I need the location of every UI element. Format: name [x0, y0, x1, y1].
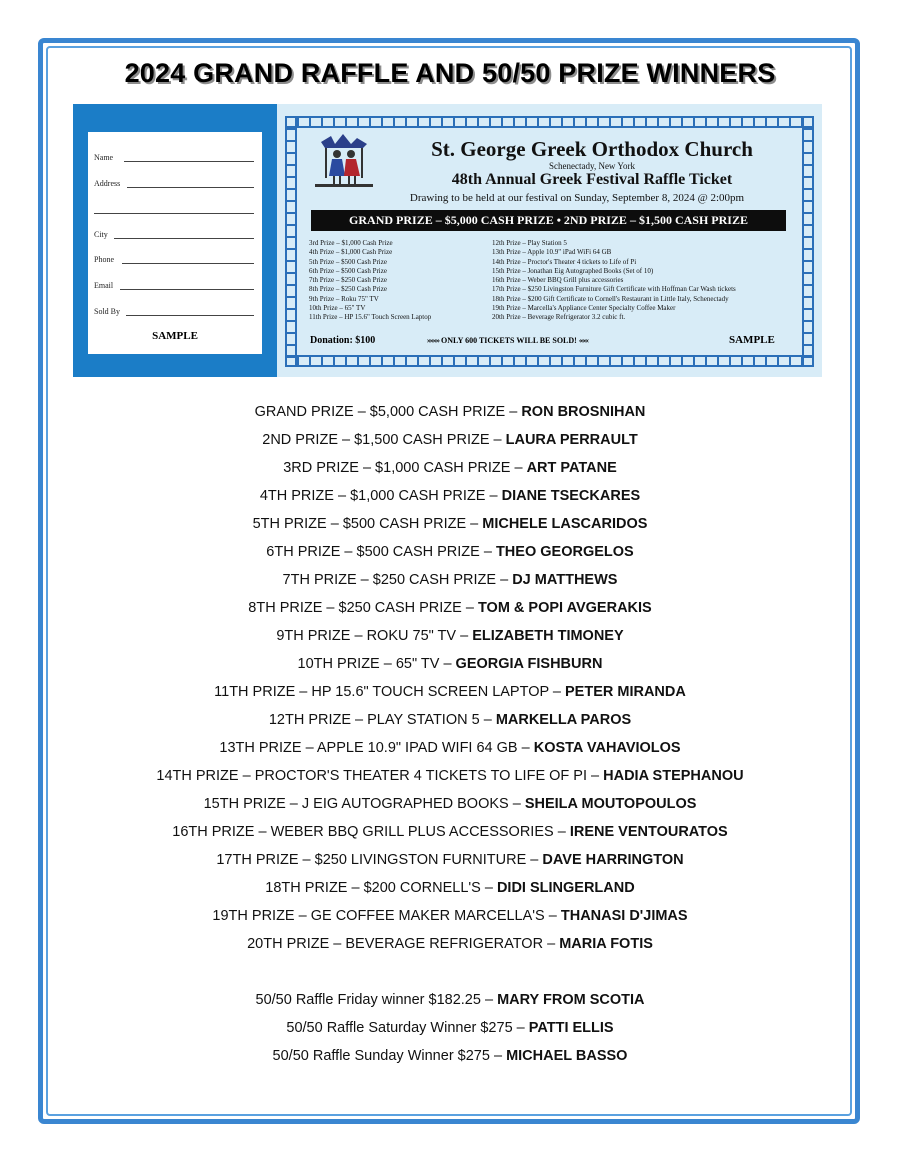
winner-line: 2ND PRIZE – $1,500 CASH PRIZE – LAURA PERRAULT [262, 432, 638, 448]
stub-sample-label: SAMPLE [152, 330, 198, 342]
fifty-fifty-line: 50/50 Raffle Sunday Winner $275 – MICHAEL BASSO [272, 1048, 628, 1064]
stub-field-email: Email [94, 278, 254, 292]
ticket-prize-item: 5th Prize – $500 Cash Prize [309, 257, 387, 266]
stub-field-name: Name [94, 150, 254, 164]
ticket-prize-item: 6th Prize – $500 Cash Prize [309, 266, 387, 275]
winner-line: 18TH PRIZE – $200 CORNELL'S – DIDI SLINGERLAND [265, 880, 635, 896]
winner-name: TOM & POPI AVGERAKIS [477, 600, 652, 616]
winner-name: DAVE HARRINGTON [542, 852, 684, 868]
ticket-prize-item: 17th Prize – $250 Livingston Furniture Gift Certificate with Hoffman Car Wash tickets [492, 285, 736, 294]
fifty-fifty-winners-list [40, 988, 860, 1072]
winner-name: LAURA PERRAULT [505, 432, 638, 448]
winner-name: RON BROSNIHAN [521, 404, 646, 420]
winner-name: PATTI ELLIS [528, 1020, 614, 1036]
greek-dancers-illustration-icon [313, 132, 375, 190]
raffle-ticket-image [73, 104, 822, 377]
ticket-prize-item: 10th Prize – 65" TV [309, 304, 366, 313]
ticket-prize-item: 13th Prize – Apple 10.9" iPad WiFi 64 GB [492, 248, 612, 257]
donation-amount: Donation: $100 [310, 335, 376, 346]
winner-line: GRAND PRIZE – $5,000 CASH PRIZE – RON BROSNIHAN [254, 404, 646, 420]
winner-name: DIANE TSECKARES [501, 488, 641, 504]
fifty-fifty-line: 50/50 Raffle Friday winner $182.25 – MARY FROM SCOTIA [255, 992, 645, 1008]
winner-line: 14TH PRIZE – PROCTOR'S THEATER 4 TICKETS TO LIFE OF PI – HADIA STEPHANOU [156, 768, 744, 784]
winner-line: 5TH PRIZE – $500 CASH PRIZE – MICHELE LASCARIDOS [252, 516, 648, 532]
ticket-prize-item: 8th Prize – $250 Cash Prize [309, 285, 387, 294]
ticket-prize-item: 7th Prize – $250 Cash Prize [309, 276, 387, 285]
winner-line: 20TH PRIZE – BEVERAGE REFRIGERATOR – MARIA FOTIS [247, 936, 653, 952]
winner-name: MARIA FOTIS [559, 936, 653, 952]
winner-line: 6TH PRIZE – $500 CASH PRIZE – THEO GEORGELOS [266, 544, 634, 560]
winner-name: IRENE VENTOURATOS [569, 824, 728, 840]
winner-line: 9TH PRIZE – ROKU 75" TV – ELIZABETH TIMONEY [276, 628, 624, 644]
ticket-prize-item: 3rd Prize – $1,000 Cash Prize [309, 239, 393, 247]
stub-field-sold-by: Sold By [94, 304, 254, 318]
ticket-prize-list-left [309, 239, 431, 323]
grand-prize-bar: GRAND PRIZE – $5,000 CASH PRIZE • 2ND PRIZE – $1,500 CASH PRIZE [311, 210, 786, 231]
ticket-prize-item: 12th Prize – Play Station 5 [492, 239, 567, 247]
stub-field-address: Address [94, 176, 254, 190]
winner-line: 4TH PRIZE – $1,000 CASH PRIZE – DIANE TSECKARES [259, 488, 641, 504]
ticket-stub [73, 104, 277, 377]
winner-name: THEO GEORGELOS [495, 544, 634, 560]
ticket-prize-item: 18th Prize – $200 Gift Certificate to Cornell's Restaurant in Little Italy, Schenectady [492, 294, 729, 303]
arrow-left-icon: ««« [578, 336, 588, 345]
winner-line: 17TH PRIZE – $250 LIVINGSTON FURNITURE – DAVE HARRINGTON [216, 852, 684, 868]
church-name: St. George Greek Orthodox Church [431, 137, 753, 161]
ticket-prize-item: 9th Prize – Roku 75" TV [309, 294, 379, 303]
ticket-prize-item: 20th Prize – Beverage Refrigerator 3.2 cubic ft. [492, 313, 626, 322]
winner-name: ELIZABETH TIMONEY [472, 628, 624, 644]
winner-line: 10TH PRIZE – 65" TV – GEORGIA FISHBURN [297, 656, 603, 672]
winner-name: DIDI SLINGERLAND [496, 880, 635, 896]
winner-line: 7TH PRIZE – $250 CASH PRIZE – DJ MATTHEWS [282, 572, 618, 588]
ticket-main [277, 104, 822, 377]
prize-winners-list [40, 400, 860, 960]
winner-line: 11TH PRIZE – HP 15.6" TOUCH SCREEN LAPTOP – PETER MIRANDA [214, 684, 686, 700]
ticket-sample-label: SAMPLE [729, 334, 775, 346]
winner-name: SHEILA MOUTOPOULOS [524, 796, 697, 812]
winner-line: 3RD PRIZE – $1,000 CASH PRIZE – ART PATANE [283, 460, 617, 476]
fifty-fifty-line: 50/50 Raffle Saturday Winner $275 – PATTI ELLIS [286, 1020, 614, 1036]
winner-name: MARKELLA PAROS [495, 712, 632, 728]
winner-line: 13TH PRIZE – APPLE 10.9" IPAD WIFI 64 GB – KOSTA VAHAVIOLOS [219, 740, 681, 756]
winner-name: THANASI D'JIMAS [560, 908, 688, 924]
winner-name: ART PATANE [526, 460, 617, 476]
arrow-right-icon: »»»» [427, 336, 439, 345]
stub-field-phone: Phone [94, 252, 254, 266]
winner-line: 19TH PRIZE – GE COFFEE MAKER MARCELLA'S – THANASI D'JIMAS [212, 908, 688, 924]
ticket-prize-item: 19th Prize – Marcella's Appliance Center Specialty Coffee Maker [492, 304, 676, 313]
winner-name: PETER MIRANDA [565, 684, 686, 700]
winner-line: 15TH PRIZE – J EIG AUTOGRAPHED BOOKS – SHEILA MOUTOPOULOS [203, 796, 697, 812]
stub-card [88, 132, 262, 354]
winner-name: GEORGIA FISHBURN [455, 656, 603, 672]
winner-line: 16TH PRIZE – WEBER BBQ GRILL PLUS ACCESSORIES – IRENE VENTOURATOS [172, 824, 728, 840]
winner-line: 8TH PRIZE – $250 CASH PRIZE – TOM & POPI AVGERAKIS [248, 600, 652, 616]
stub-field-city: City [94, 227, 254, 241]
stub-field-blank [94, 202, 254, 216]
ticket-prize-item: 4th Prize – $1,000 Cash Prize [309, 248, 393, 257]
drawing-date: Drawing to be held at our festival on Sunday, September 8, 2024 @ 2:00pm [409, 192, 745, 204]
church-city: Schenectady, New York [549, 161, 635, 171]
winner-line: 12TH PRIZE – PLAY STATION 5 – MARKELLA PAROS [268, 712, 632, 728]
ticket-prize-item: 11th Prize – HP 15.6" Touch Screen Laptop [309, 313, 432, 322]
winner-name: MICHAEL BASSO [506, 1048, 628, 1064]
ticket-prize-item: 16th Prize – Weber BBQ Grill plus accessories [492, 276, 624, 285]
ticket-prize-item: 14th Prize – Proctor's Theater 4 tickets to Life of Pi [492, 257, 637, 266]
winner-name: HADIA STEPHANOU [603, 768, 744, 784]
winner-name: DJ MATTHEWS [512, 572, 618, 588]
ticket-prize-item: 15th Prize – Jonathan Eig Autographed Books (Set of 10) [492, 266, 654, 275]
tickets-limit-notice: »»»» ONLY 600 TICKETS WILL BE SOLD! ««« [427, 336, 588, 345]
ticket-prize-list-right [492, 239, 736, 323]
page-title: 2024 GRAND RAFFLE AND 50/50 PRIZE WINNERS [124, 58, 776, 88]
festival-title: 48th Annual Greek Festival Raffle Ticket [451, 171, 733, 188]
winner-name: MARY FROM SCOTIA [497, 992, 645, 1008]
winner-name: KOSTA VAHAVIOLOS [533, 740, 681, 756]
winner-name: MICHELE LASCARIDOS [482, 516, 648, 532]
